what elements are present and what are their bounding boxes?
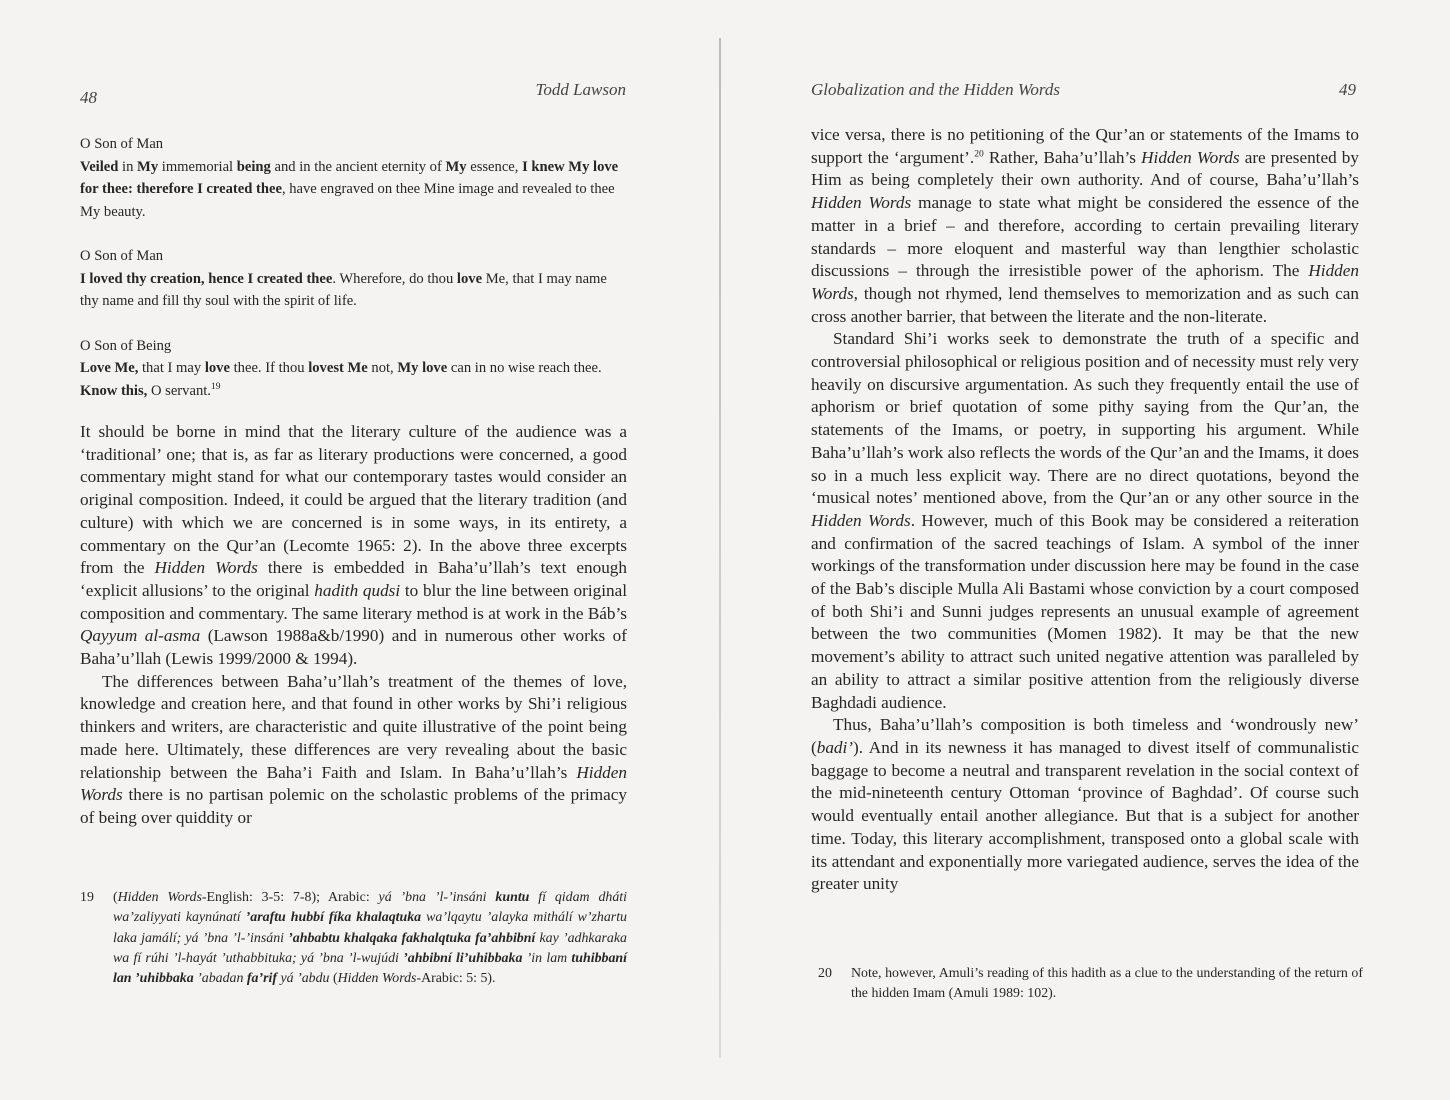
hidden-word-excerpt [80,245,627,313]
right-running-head: Globalization and the Hidden Words [811,80,1061,99]
hidden-words-excerpts [80,133,627,424]
excerpt-text: Veiled in My immemorial being and in the ancient eternity of My essence, I knew My love for thee: therefore I created thee, have engraved on thee Mine image and revealed to thee My beauty. [80,158,619,220]
right-body-text [811,124,1359,896]
excerpt-address: O Son of Being [80,337,172,354]
footnote-text: (Hidden Words-English: 3-5: 7-8); Arabic: yá ’bna ’l-’insáni kuntu fí qidam dháti wa’zaliyyati kaynúnatí ’araftu hubbí fíka khalaqtuka wa’lqaytu ’alayka mithálí w’zhartu laka jamálí; yá ’bna ’l-’insáni ’ahbabtu khalqaka fakhalqtuka fa’ahbibní kay ’adhkaraka wa fí rúhi ’l-hayát ’uthabbituka; yá ’bna ’l-wujúdi ’ahbibní li’uhibbaka ’in lam tuhibbaní lan ’uhibbaka ’abadan fa’rif yá ’abdu (Hidden Words-Arabic: 5: 5). [113,890,628,987]
footnote-number: 19 [80,890,94,905]
footnote-number: 20 [818,966,832,981]
footnote-text: Note, however, Amuli’s reading of this hadith as a clue to the understanding of the return of the hidden Imam (Amuli 1989: 102). [851,966,1363,1002]
body-paragraph: The differences between Baha’u’llah’s treatment of the themes of love, knowledge and creation here, and that found in other works by Shi’i religious thinkers and writers, are characteristic and quite illustrative of the point being made here. Ultimately, these differences are very revealing about the basic relationship between the Baha’i Faith and Islam. In Baha’u’llah’s Hidden Words there is no partisan polemic on the scholastic problems of the primacy of being over quiddity or [80,671,627,827]
body-paragraph: Thus, Baha’u’llah’s composition is both timeless and ‘wondrously new’ (badi’). And in its newness it has managed to divest itself of communalistic baggage to become a neutral and transparent revelation in the social context of the mid-nineteenth century Ottoman ‘province of Baghdad’. Of course such would eventually entail another allegiance. But that is a subject for another time. Today, this literary accomplishment, transposed onto a global scale with its attendant and exponentially more variegated audience, serves the idea of the greater unity [811,715,1359,894]
excerpt-address: O Son of Man [80,136,164,152]
hidden-word-excerpt [80,335,627,403]
hidden-word-excerpt [80,133,627,223]
body-paragraph: Standard Shi’i works seek to demonstrate the truth of a specific and controversial philosophical or religious position and of necessity must rely very heavily on discursive argumentation. As such they frequently entail the use of aphorism or brief quotation of some pithy saying from the Qur’an, the statements of the Imams, or poetry, in supporting his argument. While Baha’u’llah’s work also reflects the words of the Qur’an and the Imams, it does so in a much less explicit way. There are no direct quotations, beyond the ‘musical notes’ mentioned above, from the Qur’an or any other source in the Hidden Words. However, much of this Book may be considered a reiteration and confirmation of the sacred teachings of Islam. A symbol of the inner workings of the transformation under discussion here may be found in the case of the Bab’s disciple Mulla Ali Bastami whose conviction by a court composed of both Shi’i and Sunni judges represents an unusual example of agreement between the two communities (Momen 1982). It may be that the new movement’s ability to attract such united negative attention was paralleled by an ability to attract a similar positive attention from the religiously diverse Baghdadi audience. [811,329,1359,712]
left-footnote [80,888,627,989]
excerpt-address: O Son of Man [80,248,164,264]
right-page-number: 49 [1339,80,1356,99]
left-body-text [80,421,627,830]
left-page-number: 48 [80,88,97,107]
body-paragraph: It should be borne in mind that the literary culture of the audience was a ‘traditional’ one; that is, as far as literary productions were concerned, a good commentary might stand for what our contemporary tastes would consider an original composition. Indeed, it could be argued that the literary tradition (and culture) with which we are concerned is in some ways, in its entirety, a commentary on the Qur’an (Lecomte 1965: 2). In the above three excerpts from the Hidden Words there is embedded in Baha’u’llah’s text enough ‘explicit allusions’ to the original hadith qudsi to blur the line between original composition and commentary. The same literary method is at work in the Báb’s Qayyum al-asma (Lawson 1988a&b/1990) and in numerous other works of Baha’u’llah (Lewis 1999/2000 & 1994). [80,422,627,669]
excerpt-text: I loved thy creation, hence I created thee. Wherefore, do thou love Me, that I may name thy name and fill thy soul with the spirit of life. [80,270,607,309]
right-page [721,0,1450,1100]
left-running-head: Todd Lawson [535,80,626,99]
left-page [0,0,719,1100]
excerpt-text: Love Me, that I may love thee. If thou lovest Me not, My love can in no wise reach thee. Know this, O servant.$^{19}$ [80,360,602,399]
right-footnote [818,964,1363,1005]
body-paragraph: vice versa, there is no petitioning of the Qur’an or statements of the Imams to support the ‘argument’.$^{20}$ Rather, Baha’u’llah’s Hidden Words are presented by Him as being completely their own authority. And of course, Baha’u’llah’s Hidden Words manage to state what might be considered the essence of the matter in a brief – and therefore, according to certain prevailing literary standards – more eloquent and masterful way than lengthier scholastic discussions – through the irresistible power of the aphorism. The Hidden Words, though not rhymed, lend themselves to memorization and as such can cross another barrier, that between the literate and the non-literate. [811,125,1359,326]
